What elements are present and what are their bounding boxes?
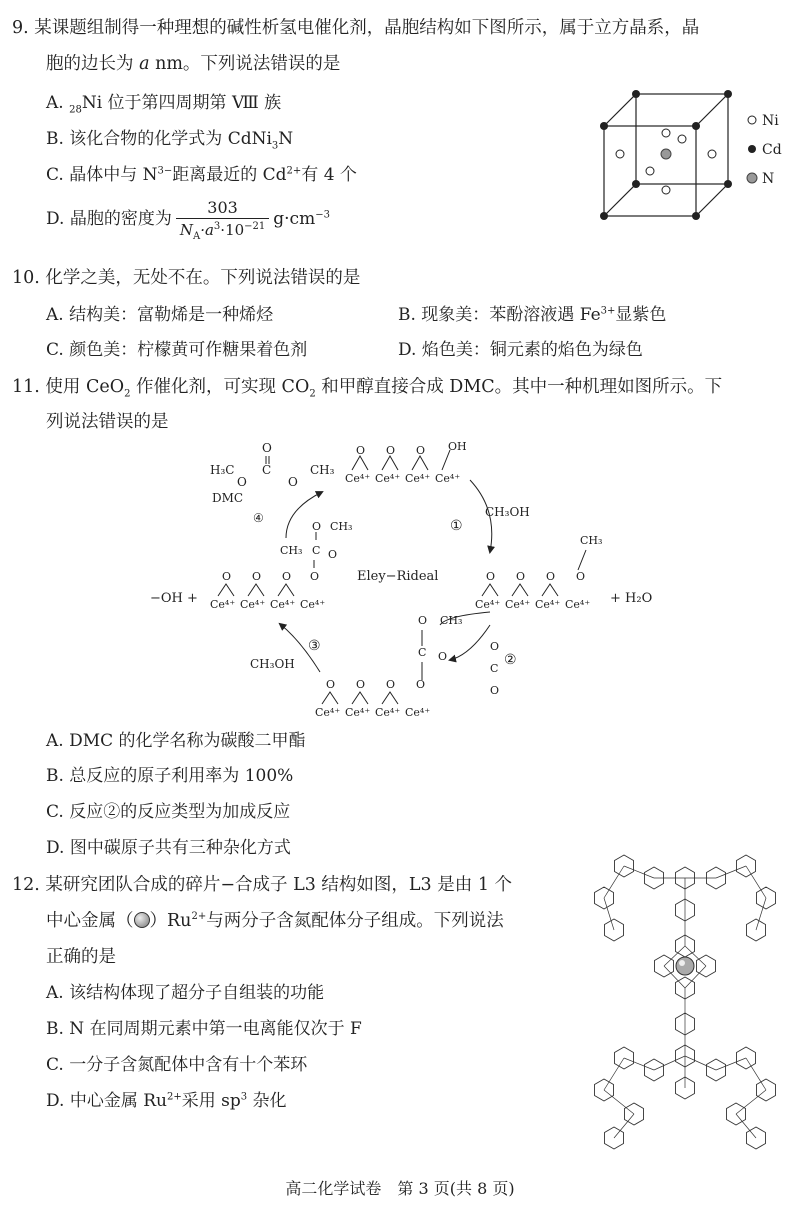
q9-option-d: D. 晶胞的密度为 $\frac{303}{N_A\cdot a^3\cdot 10^{-21}}$ $g\cdot cm^{-3}$ [46, 198, 330, 242]
ring-bond [716, 1058, 746, 1070]
l3-structure-diagram [574, 838, 796, 1158]
q9-stem-line2: 胞的边长为 a nm。下列说法错误的是 [46, 54, 341, 74]
q12-stem-line1: 12. 某研究团队合成的碎片−合成子 L3 结构如图，L3 是由 1 个 [12, 875, 513, 895]
svg-text:CH₃: CH₃ [580, 534, 603, 547]
svg-text:O: O [356, 444, 366, 457]
svg-text:O: O [516, 570, 526, 583]
ring-bond [746, 866, 766, 898]
svg-text:O: O [328, 548, 338, 561]
legend-ni: Ni [762, 113, 779, 129]
ring-bond [604, 1058, 624, 1090]
svg-text:O: O [252, 570, 262, 583]
ring-bond [624, 866, 654, 878]
svg-text:O: O [438, 650, 448, 663]
catalytic-cycle-diagram [150, 440, 680, 725]
svg-text:O: O [386, 444, 396, 457]
svg-text:Ce⁴⁺: Ce⁴⁺ [435, 472, 461, 485]
svg-text:O: O [237, 475, 247, 489]
ring-bond [604, 866, 624, 898]
svg-text:Ce⁴⁺: Ce⁴⁺ [505, 598, 531, 611]
svg-text:Ce⁴⁺: Ce⁴⁺ [405, 472, 431, 485]
svg-text:C: C [312, 544, 321, 557]
svg-text:Ce⁴⁺: Ce⁴⁺ [375, 472, 401, 485]
q10-option-b: B. 现象美：苯酚溶液遇 $Fe^{3+}$显紫色 [398, 305, 667, 325]
ring-bond [746, 1058, 766, 1090]
q11-stem-line2: 列说法错误的是 [46, 412, 169, 432]
svg-text:Ce⁴⁺: Ce⁴⁺ [345, 706, 371, 719]
q11-option-b: B. 总反应的原子利用率为 100% [46, 766, 294, 786]
ring-bond [604, 898, 614, 930]
q11-option-c: C. 反应②的反应类型为加成反应 [46, 802, 291, 822]
svg-text:Ce⁴⁺: Ce⁴⁺ [315, 706, 341, 719]
svg-text:O: O [282, 570, 292, 583]
ring-bond [756, 898, 766, 930]
svg-text:+ H₂O: + H₂O [610, 591, 653, 606]
svg-text:O: O [416, 678, 426, 691]
q11-option-d: D. 图中碳原子共有三种杂化方式 [46, 838, 291, 858]
q10-stem: 10. 化学之美，无处不在。下列说法错误的是 [12, 268, 361, 288]
svg-text:Ce⁴⁺: Ce⁴⁺ [535, 598, 561, 611]
svg-text:O: O [326, 678, 336, 691]
q12-stem-line2: 中心金属（ ）$Ru^{2+}$与两分子含氮配体分子组成。下列说法 [46, 911, 504, 931]
svg-text:O: O [386, 678, 396, 691]
q12-stem-line3: 正确的是 [46, 947, 116, 967]
svg-text:CH₃: CH₃ [280, 544, 303, 557]
svg-text:Ce⁴⁺: Ce⁴⁺ [240, 598, 266, 611]
ring-bond [614, 1114, 634, 1138]
svg-text:CH₃: CH₃ [440, 614, 463, 627]
step3-label: ③ [308, 638, 321, 654]
svg-text:O: O [288, 475, 298, 489]
svg-text:Ce⁴⁺: Ce⁴⁺ [375, 706, 401, 719]
svg-text:O: O [356, 678, 366, 691]
dmc-label: DMC [212, 491, 244, 505]
step2-label: ② [504, 652, 517, 668]
crystal-cell-diagram [590, 86, 800, 226]
q12-option-c: C. 一分子含氮配体中含有十个苯环 [46, 1055, 308, 1075]
step1-label: ① [450, 518, 463, 534]
svg-text:O: O [486, 570, 496, 583]
svg-text:C: C [418, 646, 427, 659]
q12-option-d: D. 中心金属 $Ru^{2+}$采用 $sp^3$ 杂化 [46, 1091, 287, 1111]
svg-text:Ce⁴⁺: Ce⁴⁺ [475, 598, 501, 611]
ring-bond [736, 1090, 766, 1114]
svg-text:O: O [490, 684, 500, 697]
q10-option-a: A. 结构美：富勒烯是一种烯烃 [46, 305, 274, 325]
svg-text:O: O [262, 441, 272, 455]
ring-bond [624, 1058, 654, 1070]
eley-rideal-label: Eley−Rideal [357, 569, 439, 584]
svg-text:CH₃: CH₃ [330, 520, 353, 533]
svg-text:O: O [418, 614, 428, 627]
ru-sphere-icon [134, 912, 150, 928]
legend-cd: Cd [762, 142, 782, 158]
svg-text:H₃C: H₃C [210, 463, 235, 477]
svg-text:O: O [416, 444, 426, 457]
step4-label: ④ [253, 511, 264, 525]
legend-n: N [762, 171, 775, 187]
svg-text:C: C [262, 463, 272, 477]
q12-option-b: B. N 在同周期元素中第一电离能仅次于 F [46, 1019, 362, 1039]
q9-option-c: C. 晶体中与 $N^{3-}$距离最近的 $Cd^{2+}$有 4 个 [46, 165, 357, 185]
ring-bond [685, 1056, 716, 1070]
q10-option-d: D. 焰色美：铜元素的焰色为绿色 [398, 340, 643, 360]
q10-option-c: C. 颜色美：柠檬黄可作糖果着色剂 [46, 340, 308, 360]
ring-bond [716, 866, 746, 878]
q9-option-b: B. 该化合物的化学式为 CdNi$_3$N [46, 129, 294, 152]
svg-text:O: O [312, 520, 322, 533]
q9-option-a: A. $_{28}$Ni 位于第四周期第 Ⅷ 族 [46, 93, 282, 116]
svg-text:O: O [310, 570, 320, 583]
svg-text:O: O [222, 570, 232, 583]
svg-text:Ce⁴⁺: Ce⁴⁺ [565, 598, 591, 611]
svg-text:Ce⁴⁺: Ce⁴⁺ [345, 472, 371, 485]
svg-text:−OH +: −OH + [150, 591, 198, 606]
ring-bond [604, 1090, 634, 1114]
svg-text:Ce⁴⁺: Ce⁴⁺ [210, 598, 236, 611]
svg-text:CH₃OH: CH₃OH [485, 505, 530, 519]
svg-text:C: C [490, 662, 499, 675]
density-fraction: $\frac{303}{N_A\cdot a^3\cdot 10^{-21}}$ [176, 198, 269, 241]
svg-text:O: O [490, 640, 500, 653]
svg-text:Ce⁴⁺: Ce⁴⁺ [300, 598, 326, 611]
ring-bond [736, 1114, 756, 1138]
svg-text:Ce⁴⁺: Ce⁴⁺ [270, 598, 296, 611]
svg-text:Ce⁴⁺: Ce⁴⁺ [405, 706, 431, 719]
q11-option-a: A. DMC 的化学名称为碳酸二甲酯 [46, 731, 306, 751]
svg-text:O: O [546, 570, 556, 583]
q9-stem-line1: 9. 某课题组制得一种理想的碱性析氢电催化剂，晶胞结构如下图所示，属于立方晶系，晶 [12, 18, 700, 38]
svg-text:O: O [576, 570, 586, 583]
svg-text:OH: OH [448, 440, 467, 453]
page-footer: 高二化学试卷 第 3 页(共 8 页) [285, 1179, 515, 1198]
ring-bond [654, 1056, 685, 1070]
q12-option-a: A. 该结构体现了超分子自组装的功能 [46, 983, 325, 1003]
svg-text:CH₃: CH₃ [310, 463, 335, 477]
q11-stem-line1: 11. 使用 CeO$_2$ 作催化剂，可实现 $CO_2$ 和甲醇直接合成 DMC。其中一种机理如图所示。下 [12, 377, 723, 400]
svg-text:CH₃OH: CH₃OH [250, 657, 295, 671]
